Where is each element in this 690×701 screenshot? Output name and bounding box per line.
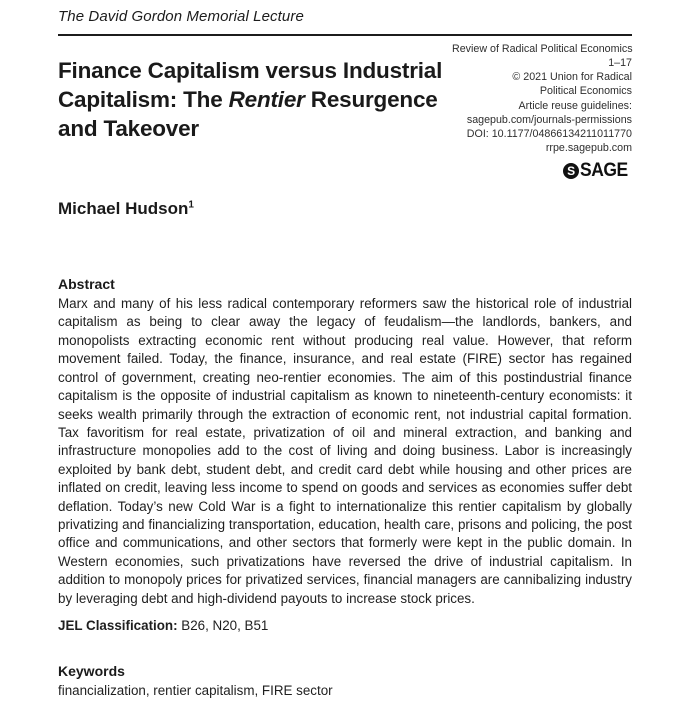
journal-name: Review of Radical Political Economics xyxy=(452,43,633,55)
page-range: 1–17 xyxy=(608,57,632,70)
sage-logo xyxy=(452,158,632,183)
copyright-line-1: © 2021 Union for Radical xyxy=(512,71,632,84)
sage-circle-s-icon: S xyxy=(563,163,579,179)
journal-website-link[interactable]: rrpe.sagepub.com xyxy=(545,141,632,154)
abstract-heading: Abstract xyxy=(58,276,115,293)
copyright-line-2: Political Economics xyxy=(539,85,632,98)
author-name: Michael Hudson xyxy=(58,199,189,219)
paper-title-part2: Resurgence and Takeover xyxy=(58,86,438,141)
keywords-list: financialization, rentier capitalism, FIRE sector xyxy=(58,683,333,699)
reuse-guidelines-label: Article reuse guidelines: xyxy=(518,99,632,112)
paper-title-italic-word: Rentier xyxy=(228,86,305,112)
masthead xyxy=(58,42,632,183)
author-line xyxy=(58,199,632,219)
sage-wordmark: SAGE xyxy=(580,160,628,181)
jel-label: JEL Classification: xyxy=(58,617,178,633)
jel-classification-line xyxy=(58,617,632,635)
journal-info-block xyxy=(452,42,632,183)
journals-permissions-link[interactable]: sagepub.com/journals-permissions xyxy=(466,113,632,126)
abstract-text: Marx and many of his less radical contemporary reformers saw the historical role of industrial capitalism as being to clear away the legacy of feudalism—the landlords, bankers, and monopolists extracting economic rent without producing real value. However, that reform movement failed. Today, the finance, insurance, and real estate (FIRE) sector has regained control of government, creating neo-rentier economies. The aim of this postindustrial finance capitalism is the opposite of industrial capitalism as known to nineteenth-century economists: it seeks wealth primarily through the extraction of economic rent, not industrial capital formation. Tax favoritism for real estate, privatization of oil and mineral extraction, and banking and infrastructure monopolies add to the cost of living and doing business. Labor is increasingly exploited by bank debt, student debt, and credit card debt while housing and other prices are inflated on credit, leaving less income to spend on goods and services as economies suffer debt deflation. Today’s new Cold War is a fight to internationalize this rentier capitalism by globally privatizing and financializing transportation, education, health care, prisons and policing, the post office and communications, and other sectors that formerly were kept in the public domain. In Western economies, such privatizations have reversed the drive of industrial capitalism. In addition to monopoly prices for privatized services, financial managers are cannibalizing industry by leveraging debt and high-dividend payouts to increase stock prices. xyxy=(58,296,632,606)
paper-title xyxy=(58,57,450,143)
abstract-section xyxy=(58,276,632,635)
paper-title-part1: Finance Capitalism versus Industrial Capitalism: The xyxy=(58,58,443,112)
author-affiliation-mark: 1 xyxy=(188,199,194,211)
keywords-heading: Keywords xyxy=(58,663,125,680)
keywords-section xyxy=(58,663,632,700)
jel-codes: B26, N20, B51 xyxy=(177,617,269,633)
series-header: The David Gordon Memorial Lecture xyxy=(58,0,632,36)
doi-line: DOI: 10.1177/04866134211011770 xyxy=(466,127,632,140)
